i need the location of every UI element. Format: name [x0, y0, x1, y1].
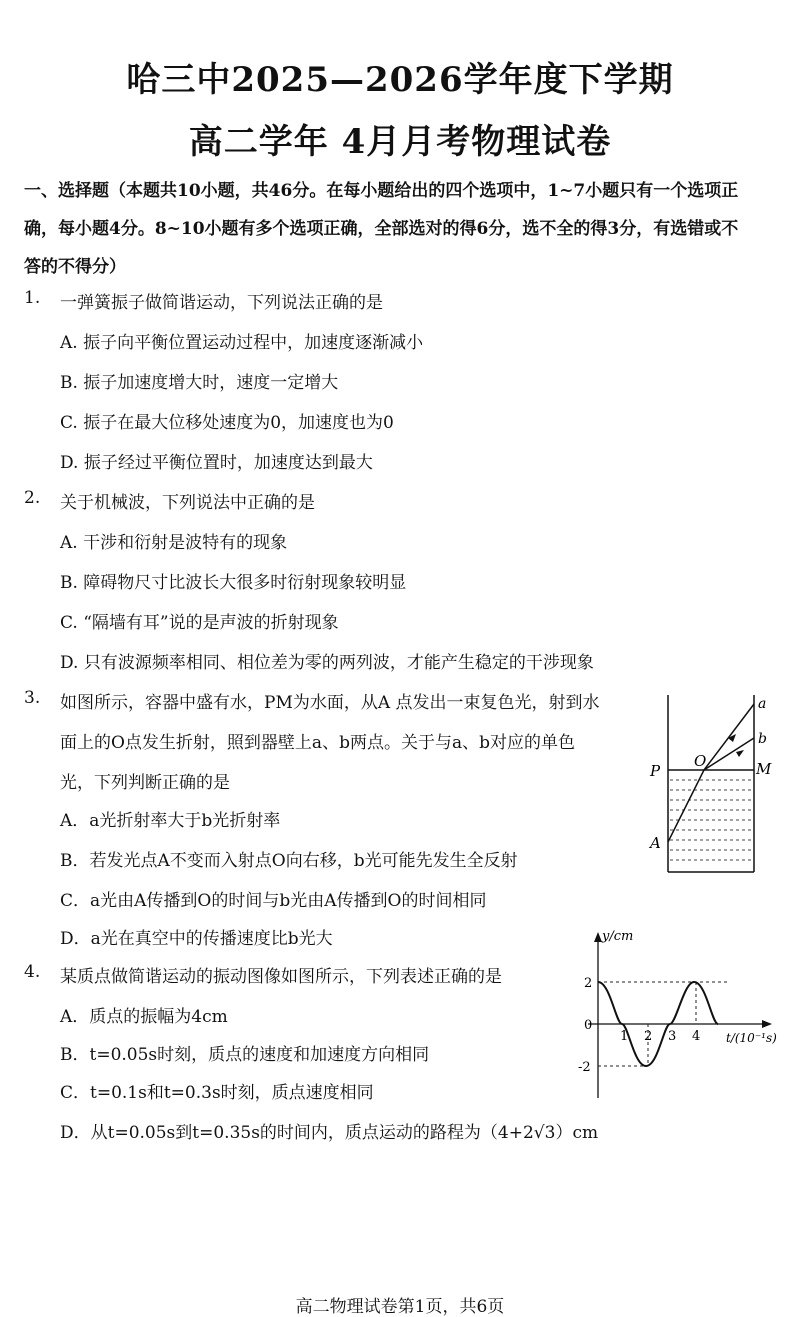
- question-4-number: 4.: [24, 962, 41, 982]
- question-4-option-d: D．从t=0.05s到t=0.35s的时间内，质点运动的路程为（4+2√3）cm: [60, 1123, 599, 1143]
- oscillation-graph: [578, 926, 778, 1106]
- question-2-option-d: D. 只有波源频率相同、相位差为零的两列波，才能产生稳定的干涉现象: [60, 653, 594, 673]
- question-1-stem: 一弹簧振子做简谐运动，下列说法正确的是: [60, 293, 383, 313]
- question-3-stem-line1: 如图所示，容器中盛有水，PM为水面，从A 点发出一束复色光，射到水: [60, 693, 600, 713]
- question-3-option-b: B．若发光点A不变而入射点O向右移，b光可能先发生全反射: [60, 851, 518, 871]
- question-2-option-a: A. 干涉和衍射是波特有的现象: [60, 533, 288, 553]
- question-4-option-c: C．t=0.1s和t=0.3s时刻，质点速度相同: [60, 1083, 374, 1103]
- exam-title-line1: 哈三中2025—2026学年度下学期: [126, 60, 674, 100]
- x-axis-label: t/(10⁻¹s): [726, 1031, 777, 1045]
- question-2-option-c: C. “隔墙有耳”说的是声波的折射现象: [60, 613, 339, 633]
- y-axis-label: y/cm: [602, 929, 634, 944]
- question-3-stem-line2: 面上的O点发生折射，照到器壁上a、b两点。关于与a、b对应的单色: [60, 733, 575, 753]
- question-3-number: 3.: [24, 688, 41, 708]
- question-1-option-d: D. 振子经过平衡位置时，加速度达到最大: [60, 453, 373, 473]
- refraction-figure: [640, 690, 790, 880]
- question-2-stem: 关于机械波，下列说法中正确的是: [60, 493, 315, 513]
- label-M: M: [756, 760, 772, 778]
- x-tick-1: 1: [620, 1029, 629, 1044]
- x-tick-4: 4: [692, 1029, 701, 1044]
- y-tick-2: 2: [584, 976, 593, 991]
- label-a: a: [758, 696, 767, 712]
- label-P: P: [650, 762, 661, 780]
- question-3-stem-line3: 光，下列判断正确的是: [60, 773, 230, 793]
- question-1-option-a: A. 振子向平衡位置运动过程中，加速度逐渐减小: [60, 333, 424, 353]
- exam-title-line2: 高二学年 4月月考物理试卷: [188, 122, 612, 162]
- page-footer: 高二物理试卷第1页，共6页: [295, 1297, 505, 1317]
- x-tick-3: 3: [668, 1029, 677, 1044]
- question-1-number: 1.: [24, 288, 41, 308]
- label-A: A: [650, 834, 661, 852]
- question-1-option-c: C. 振子在最大位移处速度为0，加速度也为0: [60, 413, 394, 433]
- section-heading: 一、选择题（本题共10小题，共46分。在每小题给出的四个选项中，1~7小题只有一个选项正确，每小题4分。8~10小题有多个选项正确，全部选对的得6分，选不全的得3分，有选错或不答的不得分）: [24, 181, 739, 277]
- x-tick-2: 2: [644, 1029, 653, 1044]
- question-3-option-c: C．a光由A传播到O的时间与b光由A传播到O的时间相同: [60, 891, 487, 911]
- question-4-option-b: B．t=0.05s时刻，质点的速度和加速度方向相同: [60, 1045, 430, 1065]
- question-3-option-a: A．a光折射率大于b光折射率: [60, 811, 281, 831]
- y-tick-0: 0: [584, 1018, 593, 1033]
- question-1-option-b: B. 振子加速度增大时，速度一定增大: [60, 373, 339, 393]
- question-3-option-d: D．a光在真空中的传播速度比b光大: [60, 929, 333, 949]
- label-b: b: [758, 731, 767, 747]
- y-tick-neg2: -2: [578, 1060, 591, 1075]
- question-2-option-b: B. 障碍物尺寸比波长大很多时衍射现象较明显: [60, 573, 407, 593]
- label-O: O: [694, 752, 707, 770]
- question-4-option-a: A．质点的振幅为4cm: [60, 1007, 228, 1027]
- question-4-stem: 某质点做简谐运动的振动图像如图所示，下列表述正确的是: [60, 967, 502, 987]
- question-2-number: 2.: [24, 488, 41, 508]
